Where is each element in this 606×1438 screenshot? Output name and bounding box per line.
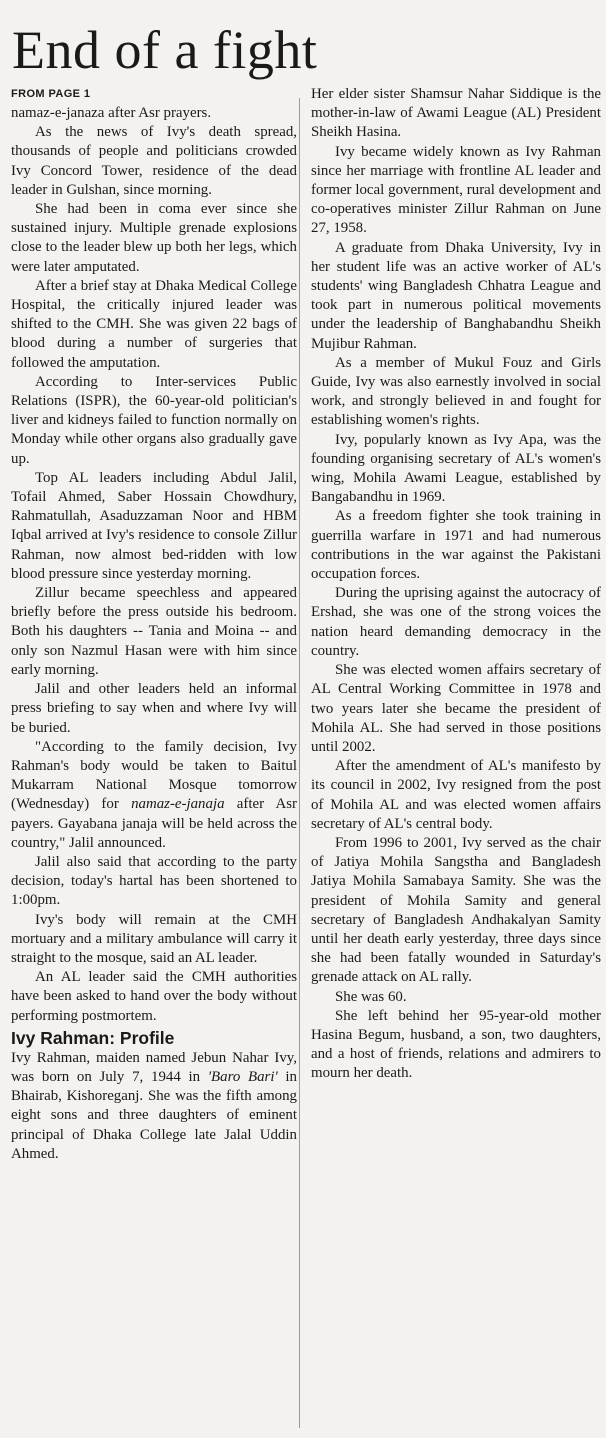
paragraph [11,1049,297,1164]
paragraph: Ivy's body will remain at the CMH mortuary and a military ambulance will carry it straight to the mosque, said an AL leader. [11,911,297,966]
paragraph: Top AL leaders including Abdul Jalil, Tofail Ahmed, Saber Hossain Chowdhury, Rahmatullah, Asaduzzaman Noor and HBM Iqbal arrived at Ivy's residence to console Zillur Rahman, now almost bed-ridden with low blood pressure since yesterday morning. [11,469,297,582]
paragraph: namaz-e-janaza after Asr prayers. [11,105,212,121]
paragraph: Jalil and other leaders held an informal press briefing to say when and where Ivy will be buried. [11,681,297,736]
paragraph: She was elected women affairs secretary of AL Central Working Committee in 1978 and two years later she became the president of Mohila AL. She had served in those positions until 2002. [311,662,601,755]
right-column [311,85,601,1084]
paragraph-italic-text: 'Baro Bari' [207,1068,278,1085]
paragraph: Ivy became widely known as Ivy Rahman since her marriage with frontline AL leader and former local government, rural development and co-operatives minister Zillur Rahman on June 27, 1958. [311,143,601,237]
paragraph: An AL leader said the CMH authorities have been asked to hand over the body without performing postmortem. [11,969,297,1024]
paragraph: She was 60. [335,988,407,1005]
paragraph: After the amendment of AL's manifesto by its council in 2002, Ivy resigned from the post of Mohila AL and was elected women affairs secretary of AL's central body. [311,758,601,832]
paragraph: After a brief stay at Dhaka Medical College Hospital, the critically injured leader was shifted to the CMH. She was given 22 bags of blood during a number of surgeries that followed the amputation. [11,277,297,371]
article-headline: End of a fight [12,20,318,80]
paragraph: A graduate from Dhaka University, Ivy in her student life was an active worker of AL's students' wing Bangladesh Chhatra League and took part in numerous political movements under the leadership of Banghabandhu Sheikh Mujibur Rahman. [311,239,601,352]
paragraph: According to Inter-services Public Relations (ISPR), the 60-year-old politician's liver and kidneys failed to function normally on Monday while other organs also gradually gave up. [11,373,297,467]
paragraph: As the news of Ivy's death spread, thousands of people and politicians crowded Ivy Concord Tower, residence of the dead leader in Gulshan, since morning. [11,124,297,198]
paragraph-text: after Asr payers. Gayabana janaja will be held across the country," Jalil announced. [11,796,297,851]
paragraph-text: in Bhairab, Kishoreganj. She was the fifth among eight sons and three daughters of eminent principal of Dhaka College late Jalal Uddin Ahmed. [11,1068,297,1162]
paragraph: She left behind her 95-year-old mother Hasina Begum, husband, a son, two daughters, and a host of friends, relations and admirers to mourn her death. [311,1007,601,1082]
profile-subheading: Ivy Rahman: Profile [11,1027,175,1048]
paragraph: Her elder sister Shamsur Nahar Siddique is the mother-in-law of Awami League (AL) President Sheikh Hasina. [311,86,601,141]
paragraph: Jalil also said that according to the party decision, today's hartal has been shortened to 1:00pm. [11,853,297,909]
column-divider [299,98,300,1428]
paragraph: Zillur became speechless and appeared briefly before the press outside his bedroom. Both his daughters -- Tania and Moina -- and only son Nazmul Hasan were with him since early morning. [11,585,297,678]
paragraph: As a member of Mukul Fouz and Girls Guide, Ivy was also earnestly involved in social work, and strongly believed in and fought for establishing women's rights. [311,354,601,429]
paragraph: Ivy, popularly known as Ivy Apa, was the founding organising secretary of AL's women's wing, Mohila Awami League, established by Bangabandhu in 1969. [311,431,601,506]
paragraph [11,738,297,853]
paragraph: She had been in coma ever since she sustained injury. Multiple grenade explosions close to the leader blew up both her legs, which were later amputated. [11,201,297,275]
paragraph: From 1996 to 2001, Ivy served as the chair of Jatiya Mohila Sangstha and Bangladesh Jatiya Mohila Samabaya Samity. She was the president of Mohila Samity and general secretary of Bangladesh Andhakalyan Samity until her death early yesterday, three days since she had been fatally wounded in Saturday's grenade attack on AL rally. [311,834,601,986]
paragraph-italic-text: namaz-e-janaja [131,796,225,813]
paragraph-text: "According to the family decision, Ivy Rahman's body would be taken to Baitul Mukarram National Mosque tomorrow (Wednesday) for [11,738,297,813]
from-page-label: FROM PAGE 1 [11,88,91,100]
paragraph-text: Ivy Rahman, maiden named Jebun Nahar Ivy, was born on July 7, 1944 in [11,1049,297,1085]
paragraph: During the uprising against the autocracy of Ershad, she was one of the strong voices the nation heard demanding democracy in the country. [311,585,601,659]
left-column [11,85,297,1164]
paragraph: As a freedom fighter she took training in guerrilla warfare in 1971 and had numerous contributions in the war against the Pakistani occupation forces. [311,508,601,583]
